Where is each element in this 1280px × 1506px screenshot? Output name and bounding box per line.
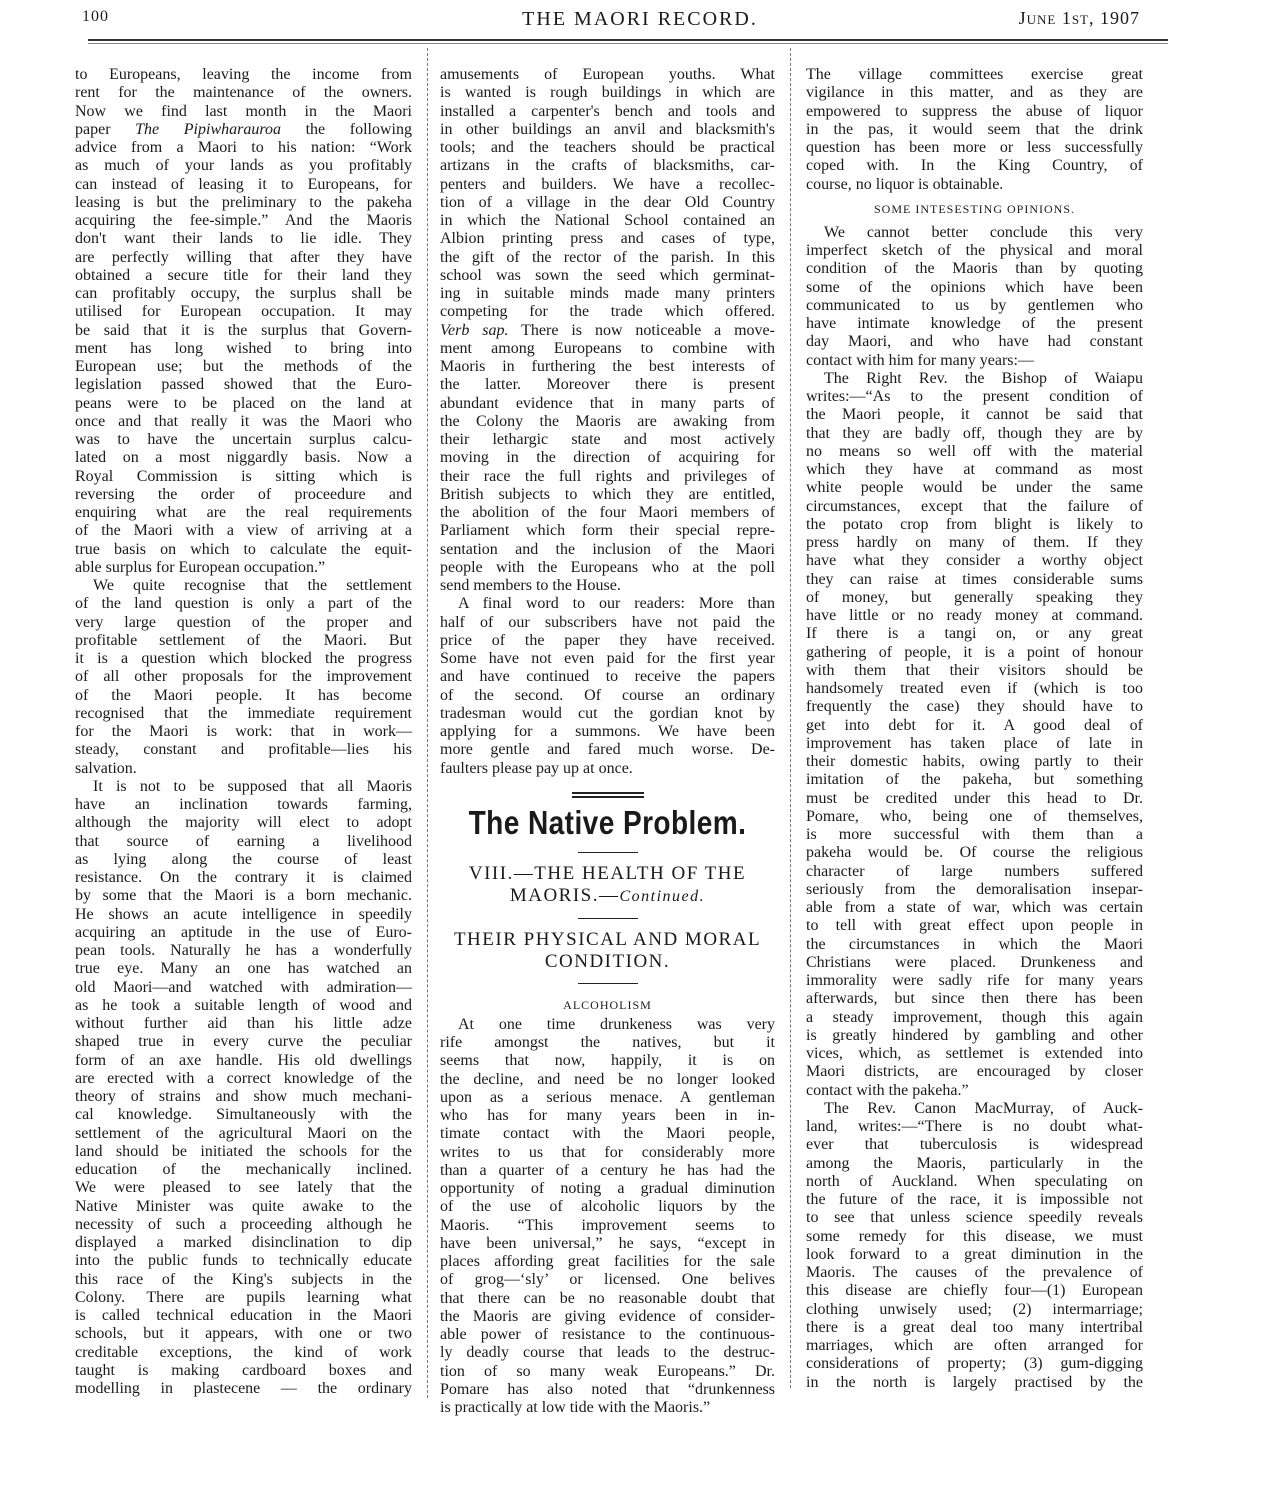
text-line: of all other proposals for the improvement — [75, 668, 412, 686]
text-line: modelling in plastecene — the ordinary — [75, 1380, 412, 1397]
text-line: tion of a village in the dear Old Country — [440, 193, 775, 211]
text-line: than a quarter of a century he has had the — [440, 1161, 775, 1179]
text-line: seems that now, happily, it is on — [440, 1052, 775, 1070]
text-line: is called technical education in the Maori — [75, 1307, 412, 1324]
text-line: don't want their lands to lie idle. They — [75, 230, 412, 248]
text-segment: the following — [280, 120, 412, 138]
text-line: utilised for European occupation. It may — [75, 303, 412, 321]
text-line: leasing is but the preliminary to the pakeha — [75, 193, 412, 211]
text-line: able surplus for European occupation.” — [75, 558, 326, 576]
text-line: and have continued to receive the papers — [440, 668, 775, 686]
text-line: enquiring what are the real requirements — [75, 504, 412, 521]
text-line: advice from a Maori to his nation: “Work — [75, 139, 412, 156]
column-2 — [440, 66, 775, 1417]
text-line: competing for the trade which offered. — [440, 303, 775, 321]
text-line: some remedy for this disease, we must — [806, 1227, 1143, 1245]
text-line: ment has long wished to bring into — [75, 339, 412, 357]
text-line: Some have not even paid for the first year — [440, 650, 775, 667]
text-line: education of the mechanically inclined. — [75, 1161, 412, 1178]
text-line: price of the paper they have received. — [440, 631, 775, 649]
header-rule — [88, 39, 1168, 41]
text-line: to Europeans, leaving the income from — [75, 66, 412, 83]
text-line: can instead of leasing it to Europeans, for — [75, 175, 412, 193]
text-line: pakeha would be. Of course the religious — [806, 844, 1143, 862]
text-line: a steady improvement, though this again — [806, 1008, 1143, 1026]
short-rule — [578, 852, 638, 853]
double-rule — [572, 792, 644, 798]
text-line: north of Auckland. When speculating on — [806, 1172, 1143, 1190]
text-line: the decline, and need be no longer looked — [440, 1070, 775, 1088]
text-line: as he took a suitable length of wood and — [75, 996, 412, 1014]
column-1 — [75, 66, 412, 1398]
text-line: as lying along the course of least — [75, 850, 412, 868]
text-line: press hardly on many of them. If they — [806, 534, 1143, 551]
text-line: Albion printing press and cases of type, — [440, 230, 775, 248]
subhead-alcoholism: ALCOHOLISM — [563, 997, 652, 1012]
text-line: of the land question is only a part of the — [75, 595, 412, 613]
text-line: artizans in the crafts of blacksmiths, car- — [440, 157, 775, 175]
text-line: acquiring an aptitude in the use of Euro- — [75, 923, 412, 941]
text-line: afterwards, but since then there has been — [806, 990, 1143, 1008]
text-line: abundant evidence that in many parts of — [440, 394, 775, 412]
short-rule — [578, 918, 638, 919]
text-line: question has been more or less successfully — [806, 139, 1143, 156]
text-line: empowered to suppress the abuse of liquor — [806, 102, 1143, 120]
text-line: At one time drunkeness was very — [458, 1015, 775, 1033]
text-line: their domestic habits, owing partly to their — [806, 753, 1143, 770]
text-line: Colony. There are pupils learning what — [75, 1288, 412, 1306]
text-line: send members to the House. — [440, 577, 621, 594]
article-title: The Native Problem. — [468, 803, 747, 841]
section-heading-line: VIII.—THE HEALTH OF THE — [468, 862, 747, 884]
text-line: old Maori—and watched with admiration— — [75, 978, 412, 996]
text-line: We quite recognise that the settlement — [93, 577, 412, 594]
text-line: ly deadly course that leads to the destruc- — [440, 1344, 775, 1362]
text-line: lated on a most niggardly basis. Now a — [75, 449, 412, 467]
text-line: reversing the order of proceedure and — [75, 485, 412, 503]
text-segment: paper — [75, 120, 136, 138]
text-line: handsomely treated even if (which is too — [806, 680, 1143, 697]
text-block — [806, 66, 1143, 194]
text-line: cal knowledge. Simultaneously with the — [75, 1106, 412, 1124]
text-line: tradesman would cut the gordian knot by — [440, 704, 775, 722]
text-line: profitable settlement of the Maori. But — [75, 631, 412, 649]
text-line: character of large numbers suffered — [806, 862, 1143, 880]
text-line: schools, but it appears, with one or two — [75, 1325, 412, 1343]
text-line: the abolition of the four Maori members of — [440, 504, 775, 521]
text-line: in which the National School contained an — [440, 212, 775, 229]
text-line: form of an axe handle. His old dwellings — [75, 1051, 412, 1069]
text-line: salvation. — [75, 759, 137, 777]
text-line: have an inclination towards farming, — [75, 796, 412, 813]
header-rule-thin — [88, 43, 1168, 44]
text-line: in the pas, it would seem that the drink — [806, 120, 1143, 138]
subtitle-line: CONDITION. — [544, 950, 671, 972]
text-line: more gentle and fared much worse. De- — [440, 741, 775, 759]
text-line: recognised that the immediate requirement — [75, 704, 412, 722]
page-number: 100 — [82, 8, 109, 25]
section-heading — [440, 863, 775, 908]
text-block — [440, 1016, 775, 1418]
text-line: very large question of the proper and — [75, 613, 412, 631]
text-line: look forward to a great diminution in the — [806, 1245, 1143, 1263]
text-line: they can raise at times considerable sums — [806, 570, 1143, 588]
text-line: land, writes:—“There is no doubt what- — [806, 1118, 1143, 1135]
text-line: steady, constant and profitable—lies his — [75, 741, 412, 759]
text-line: imitation of the pakeha, but something — [806, 771, 1143, 789]
text-line: applying for a summons. We have been — [440, 723, 775, 740]
text-line: rife amongst the natives, but it — [440, 1034, 775, 1051]
section-heading-line — [440, 885, 775, 908]
text-line: have little or no ready money at command. — [806, 607, 1143, 624]
text-line: the Colony the Maoris are awaking from — [440, 412, 775, 430]
text-line: the circumstances in which the Maori — [806, 935, 1143, 953]
italic-text: Verb sap. — [440, 321, 509, 339]
text-line: once and that really it was the Maori who — [75, 412, 412, 430]
text-line: their race the full rights and privileges of — [440, 467, 775, 485]
text-block — [75, 66, 412, 1398]
text-line: writes:—“As to the present condition of — [806, 388, 1143, 405]
text-line — [440, 322, 775, 340]
text-line: this disease are chiefly four—(1) European — [806, 1282, 1143, 1300]
text-line: seriously from the demoralisation insepar- — [806, 880, 1143, 898]
text-line: get into debt for it. A good deal of — [806, 716, 1143, 734]
text-line: was to have the uncertain surplus calcu- — [75, 431, 412, 448]
text-line: is practically at low tide with the Maoris.” — [440, 1399, 711, 1416]
text-line: of money, but generally speaking they — [806, 588, 1143, 606]
text-line: true basis on which to calculate the equit- — [75, 540, 412, 558]
text-line: European use; but the methods of the — [75, 358, 412, 375]
text-line: the latter. Moreover there is present — [440, 376, 775, 394]
text-line: Native Minister was quite awake to the — [75, 1197, 412, 1215]
text-line: to see that unless science speedily reveals — [806, 1209, 1143, 1227]
text-line: their lethargic state and most actively — [440, 431, 775, 448]
newspaper-title: THE MAORI RECORD. — [522, 8, 758, 30]
text-line: obtained a secure title for their land they — [75, 266, 412, 284]
text-segment: There is now noticeable a move- — [508, 321, 775, 339]
text-line: frequently the case) they should have to — [806, 698, 1143, 716]
text-line: the gift of the rector of the parish. In this — [440, 248, 775, 266]
text-line: necessity of such a proceeding although he — [75, 1215, 412, 1233]
text-line: writes to us that for considerably more — [440, 1143, 775, 1161]
text-line: upon as a serious menace. A gentleman — [440, 1088, 775, 1106]
text-line: without further aid than his little adze — [75, 1015, 412, 1032]
text-line: of the Maori people. It has become — [75, 686, 412, 704]
text-line: are erected with a correct knowledge of the — [75, 1069, 412, 1087]
text-line: sentation and the inclusion of the Maori — [440, 540, 775, 558]
text-line: communicated to us by gentlemen who — [806, 296, 1143, 314]
text-line: faulters please pay up at once. — [440, 759, 633, 777]
text-line: tools; and the teachers should be practical — [440, 139, 775, 156]
text-line: displayed a marked disinclination to dip — [75, 1234, 412, 1251]
text-line: ever that tuberculosis is widespread — [806, 1136, 1143, 1154]
text-line: are perfectly willing that after they have — [75, 248, 412, 266]
text-line: school was sown the seed which germinat- — [440, 266, 775, 284]
text-line: the Maoris are giving evidence of consider- — [440, 1307, 775, 1325]
text-line: immorality were sadly rife for many years — [806, 972, 1143, 989]
issue-date: June 1st, 1907 — [1018, 8, 1140, 28]
subhead-opinions: SOME INTESESTING OPINIONS. — [873, 201, 1075, 216]
text-line: the future of the race, it is impossible not — [806, 1191, 1143, 1208]
text-line: as much of your lands as you profitably — [75, 157, 412, 175]
text-line: that there can be no reasonable doubt that — [440, 1289, 775, 1307]
text-line: have intimate knowledge of the present — [806, 315, 1143, 332]
text-line: pean tools. Naturally he has a wonderfully — [75, 942, 412, 959]
text-line: It is not to be supposed that all Maoris — [93, 777, 412, 795]
text-line: who has for many years been in in- — [440, 1107, 775, 1124]
text-line: white people would be under the same — [806, 479, 1143, 497]
text-line: this race of the King's subjects in the — [75, 1270, 412, 1288]
text-line: The village committees exercise great — [806, 66, 1143, 83]
text-line: course, no liquor is obtainable. — [806, 175, 1004, 193]
subtitle-line: THEIR PHYSICAL AND MORAL — [453, 928, 762, 950]
text-line: of the Maori with a view of arriving at a — [75, 522, 412, 540]
text-line: people with the Europeans who at the poll — [440, 558, 775, 576]
text-line: with them that their visitors should be — [806, 661, 1143, 679]
text-line: among the Maoris, particularly in the — [806, 1154, 1143, 1172]
text-line: of the use of alcoholic liquors by the — [440, 1198, 775, 1216]
text-line: for the Maori is work: that in work— — [75, 723, 412, 740]
text-line: it is a question which blocked the progress — [75, 650, 412, 667]
text-line: some of the opinions which have been — [806, 278, 1143, 296]
text-line: condition of the Maoris than by quoting — [806, 260, 1143, 278]
text-line: British subjects to which they are entitled, — [440, 485, 775, 503]
text-line: Maoris. “This improvement seems to — [440, 1216, 775, 1234]
text-line: A final word to our readers: More than — [458, 595, 775, 613]
text-line: settlement of the agricultural Maori on the — [75, 1124, 412, 1142]
text-line: tion of so many weak Europeans.” Dr. — [440, 1362, 775, 1380]
text-line: circumstances, except that the failure of — [806, 497, 1143, 515]
text-line: have been universal,” he says, “except in — [440, 1234, 775, 1252]
text-line: Pomare, who, being one of themselves, — [806, 807, 1143, 825]
text-line: penters and builders. We have a recollec- — [440, 175, 775, 193]
section-heading-text: MAORIS.— — [509, 884, 620, 906]
text-line: that source of earning a livelihood — [75, 832, 412, 850]
text-line: If there is a tangi on, or any great — [806, 625, 1143, 643]
text-line: Christians were placed. Drunkeness and — [806, 953, 1143, 971]
continued-label: Continued. — [619, 887, 706, 905]
text-line: amusements of European youths. What — [440, 66, 775, 83]
text-line: The Right Rev. the Bishop of Waiapu — [824, 369, 1143, 387]
text-line: Maoris in furthering the best interests of — [440, 358, 775, 375]
text-line: Parliament which form their special repre- — [440, 522, 775, 540]
column-divider — [427, 48, 428, 1398]
text-line: opportunity of noting a gradual diminution — [440, 1180, 775, 1197]
text-line: Royal Commission is sitting which is — [75, 467, 412, 485]
text-line: installed a carpenter's bench and tools and — [440, 102, 775, 120]
text-line: rent for the maintenance of the owners. — [75, 84, 412, 102]
text-line: day Maori, and who have had constant — [806, 333, 1143, 351]
text-line: there is a great deal too many intertribal — [806, 1318, 1143, 1336]
text-line: improvement has taken place of late in — [806, 734, 1143, 752]
text-line: marriages, which are often arranged for — [806, 1337, 1143, 1354]
text-line — [75, 121, 412, 139]
text-line: acquiring the fee-simple.” And the Maoris — [75, 212, 412, 229]
text-line: no means so well off with the material — [806, 442, 1143, 460]
text-line: coped with. In the King Country, of — [806, 157, 1143, 175]
text-line: contact with him for many years:— — [806, 351, 1034, 369]
text-line: places affording great facilities for the sale — [440, 1253, 775, 1270]
text-line: able from a state of war, which was certain — [806, 899, 1143, 916]
text-block — [440, 66, 775, 778]
article-subtitle — [440, 929, 775, 973]
text-line: gathering of people, it is a point of honour — [806, 643, 1143, 661]
text-line: is wanted is rough buildings in which are — [440, 84, 775, 102]
text-line: legislation passed showed that the Euro- — [75, 376, 412, 394]
text-line: of grog—‘sly’ or licensed. One belives — [440, 1271, 775, 1289]
text-line: is more successful with them than a — [806, 826, 1143, 843]
text-line: We cannot better conclude this very — [824, 223, 1143, 241]
text-line: true eye. Many an one has watched an — [75, 960, 412, 978]
text-line: The Rev. Canon MacMurray, of Auck- — [824, 1099, 1143, 1117]
text-line: in the north is largely practised by the — [806, 1373, 1143, 1391]
italic-text: The Pipiwharauroa — [135, 120, 281, 138]
text-line: vices, which, as settlemet is extended into — [806, 1045, 1143, 1062]
text-line: by some that the Maori is a born mechanic. — [75, 887, 412, 905]
text-line: the potato crop from blight is likely to — [806, 515, 1143, 533]
short-rule — [578, 983, 638, 984]
text-line: to tell with great effect upon people in — [806, 917, 1143, 935]
text-line: taught is making cardboard boxes and — [75, 1361, 412, 1379]
text-line: into the public funds to technically educate — [75, 1252, 412, 1270]
text-line: the Maori people, it cannot be said that — [806, 406, 1143, 424]
text-line: moving in the direction of acquiring for — [440, 449, 775, 467]
text-line: vigilance in this matter, and as they are — [806, 84, 1143, 102]
text-line: must be credited under this head to Dr. — [806, 789, 1143, 807]
text-line: We were pleased to see lately that the — [75, 1179, 412, 1197]
text-line: Pomare has also noted that “drunkenness — [440, 1380, 775, 1398]
text-line: have what they consider a worthy object — [806, 552, 1143, 570]
text-line: shaped true in every curve the peculiar — [75, 1033, 412, 1051]
text-line: timate contact with the Maori people, — [440, 1125, 775, 1143]
text-line: theory of strains and show much mechani- — [75, 1088, 412, 1105]
text-block — [806, 224, 1143, 1392]
text-line: peans were to be placed on the land at — [75, 394, 412, 412]
text-line: Maori districts, are encouraged by closer — [806, 1063, 1143, 1081]
text-line: He shows an acute intelligence in speedily — [75, 905, 412, 923]
text-line: imperfect sketch of the physical and moral — [806, 242, 1143, 259]
text-line: that they are badly off, though they are by — [806, 424, 1143, 442]
text-line: of the second. Of course an ordinary — [440, 686, 775, 704]
text-line: be said that it is the surplus that Govern- — [75, 321, 412, 339]
text-line: creditable exceptions, the kind of work — [75, 1343, 412, 1361]
text-line: Now we find last month in the Maori — [75, 102, 412, 120]
text-line: which they have at command as most — [806, 461, 1143, 478]
text-line: considerations of property; (3) gum-digging — [806, 1355, 1143, 1373]
text-line: ing in suitable minds made many printers — [440, 285, 775, 302]
text-line: half of our subscribers have not paid the — [440, 613, 775, 631]
text-line: ment among Europeans to combine with — [440, 339, 775, 357]
text-line: resistance. On the contrary it is claimed — [75, 869, 412, 886]
text-line: is greatly hindered by gambling and other — [806, 1026, 1143, 1044]
text-line: land should be initiated the schools for the — [75, 1142, 412, 1160]
text-line: although the majority will elect to adopt — [75, 814, 412, 832]
text-line: contact with the pakeha.” — [806, 1081, 969, 1099]
text-line: Maoris. The causes of the prevalence of — [806, 1264, 1143, 1281]
text-line: in other buildings an anvil and blacksmith's — [440, 120, 775, 138]
column-3 — [806, 66, 1143, 1392]
text-line: clothing unwisely used; (2) intermarriage; — [806, 1300, 1143, 1318]
text-line: can profitably occupy, the surplus shall be — [75, 285, 412, 302]
column-divider — [790, 48, 791, 1388]
text-line: able power of resistance to the continuous- — [440, 1326, 775, 1343]
